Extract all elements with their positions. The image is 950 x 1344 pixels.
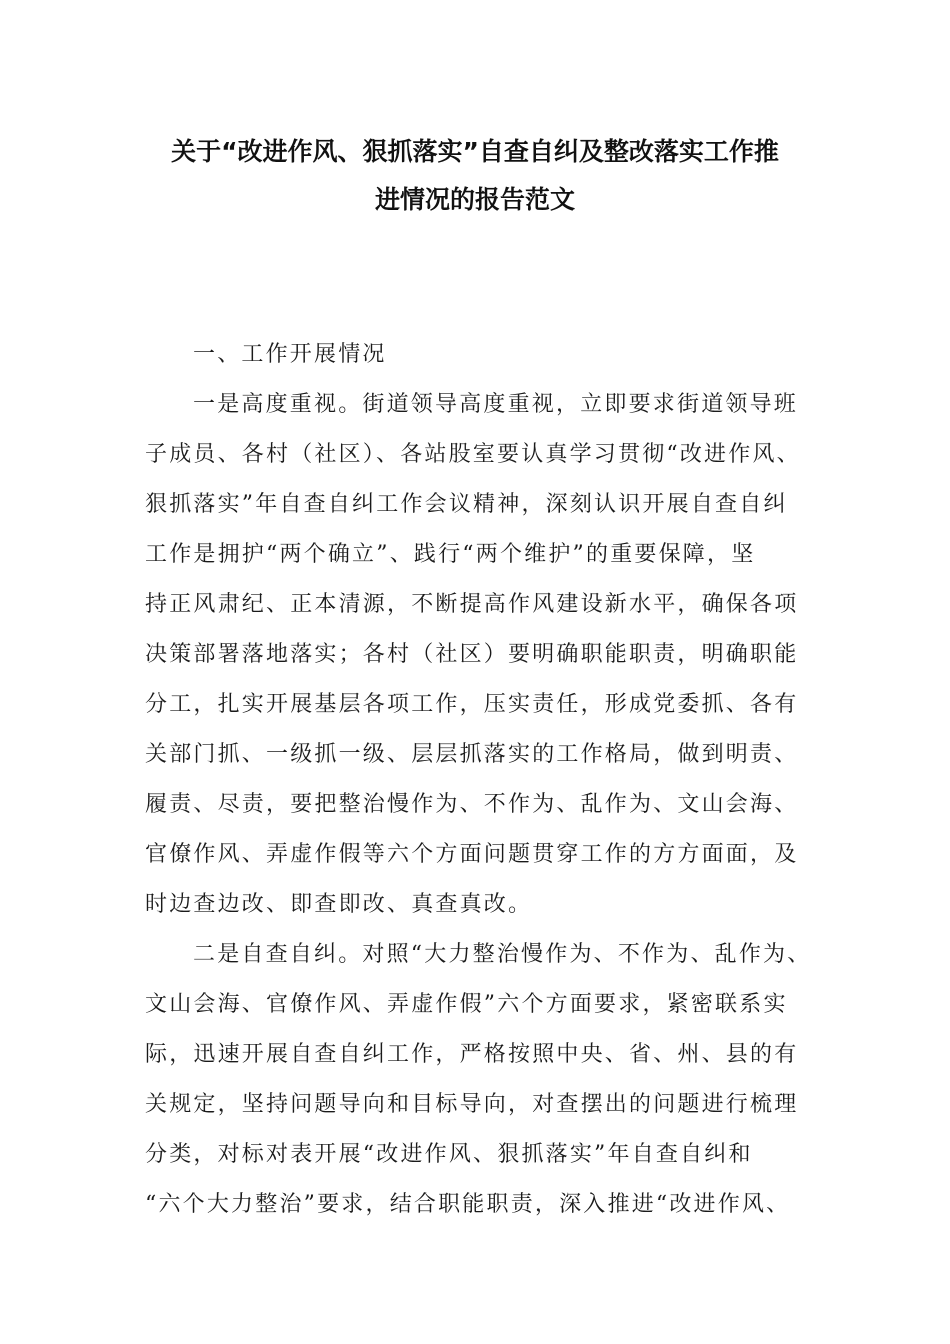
paragraph-line: 关部门抓、一级抓一级、层层抓落实的工作格局，做到明责、: [145, 742, 799, 767]
paragraph-line: 官僚作风、弄虚作假等六个方面问题贯穿工作的方方面面，及: [145, 842, 799, 867]
paragraph-line: “六个大力整治”要求，结合职能职责，深入推进“改进作风、: [145, 1192, 791, 1217]
paragraph-line: 时边查边改、即查即改、真查真改。: [145, 892, 533, 917]
paragraph-line: 狠抓落实”年自查自纠工作会议精神，深刻认识开展自查自纠: [145, 492, 788, 517]
paragraph-line: 关规定，坚持问题导向和目标导向，对查摆出的问题进行梳理: [145, 1092, 799, 1117]
paragraph-line: 分类，对标对表开展“改进作风、狠抓落实”年自查自纠和: [145, 1142, 753, 1167]
title-line: 进情况的报告范文: [374, 185, 575, 214]
document-body: [145, 330, 815, 1230]
paragraph-line: 履责、尽责，要把整治慢作为、不作为、乱作为、文山会海、: [145, 792, 799, 817]
paragraph-line: 际，迅速开展自查自纠工作，严格按照中央、省、州、县的有: [145, 1042, 799, 1067]
paragraph-line: 一是高度重视。街道领导高度重视，立即要求街道领导班: [193, 392, 799, 417]
paragraph-line: 工作是拥护“两个确立”、践行“两个维护”的重要保障，坚: [145, 542, 756, 567]
document-title: [120, 128, 830, 224]
paragraph-line: 分工，扎实开展基层各项工作，压实责任，形成党委抓、各有: [145, 692, 799, 717]
paragraph-line: 持正风肃纪、正本清源，不断提高作风建设新水平，确保各项: [145, 592, 799, 617]
paragraph-line: 决策部署落地落实；各村（社区）要明确职能职责，明确职能: [145, 642, 799, 667]
paragraph-line: 文山会海、官僚作风、弄虚作假”六个方面要求，紧密联系实: [145, 992, 788, 1017]
paragraph-line: 二是自查自纠。对照“大力整治慢作为、不作为、乱作为、: [193, 942, 812, 967]
section-heading: 一、工作开展情况: [193, 342, 387, 367]
title-line: 关于“改进作风、狠抓落实”自查自纠及整改落实工作推: [171, 137, 779, 166]
paragraph-line: 子成员、各村（社区）、各站股室要认真学习贯彻“改进作风、: [145, 442, 801, 467]
